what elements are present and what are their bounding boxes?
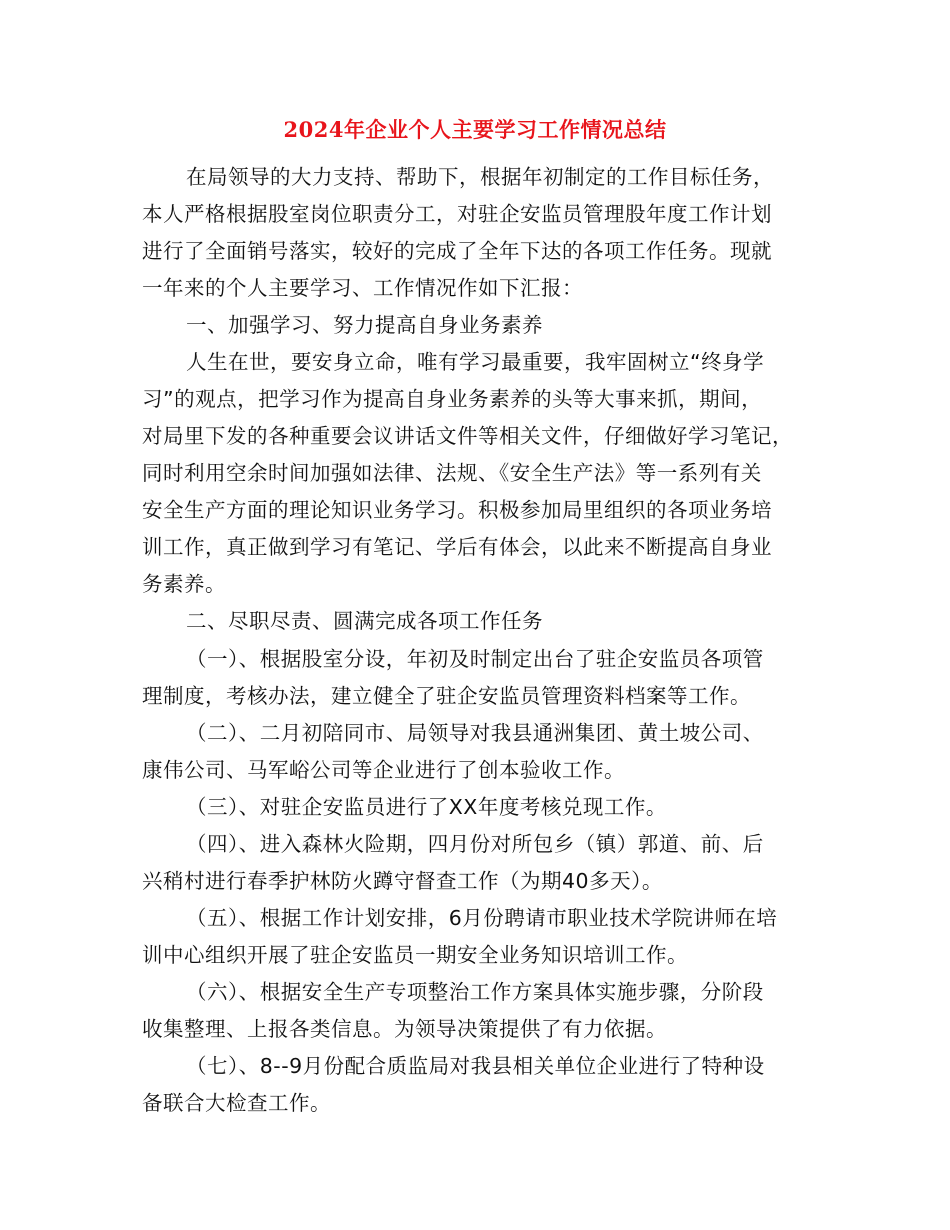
body-line-26: 备联合大检查工作。 (142, 1091, 331, 1115)
body-line-20: 兴稍村进行春季护林防火蹲守督查工作（为期40多天）。 (142, 869, 663, 893)
body-line-2: 本人严格根据股室岗位职责分工，对驻企安监员管理股年度工作计划 (142, 202, 772, 226)
body-line-18: （三）、对驻企安监员进行了XX年度考核兑现工作。 (186, 795, 667, 819)
body-line-6: 人生在世，要安身立命，唯有学习最重要，我牢固树立“终身学 (186, 350, 765, 374)
body-line-21: （五）、根据工作计划安排，6月份聘请市职业技术学院讲师在培 (186, 906, 778, 930)
section-heading-2: 二、尽职尽责、圆满完成各项工作任务 (186, 609, 543, 633)
body-line-12: 务素养。 (142, 572, 226, 596)
body-line-19: （四）、进入森林火险期，四月份对所包乡（镇）郭道、前、后 (186, 832, 764, 856)
body-line-3: 进行了全面销号落实，较好的完成了全年下达的各项工作任务。现就 (142, 239, 772, 263)
body-line-25: （七）、8--9月份配合质监局对我县相关单位企业进行了特种设 (186, 1054, 765, 1078)
body-line-1: 在局领导的大力支持、帮助下，根据年初制定的工作目标任务， (186, 165, 774, 189)
body-line-4: 一年来的个人主要学习、工作情况作如下汇报： (142, 276, 583, 300)
body-line-7: 习”的观点，把学习作为提高自身业务素养的头等大事来抓，期间， (142, 387, 763, 411)
body-line-9: 同时利用空余时间加强如法律、法规、《安全生产法》等一系列有关 (142, 461, 762, 485)
body-line-8: 对局里下发的各种重要会议讲话文件等相关文件，仔细做好学习笔记， (142, 424, 793, 448)
body-line-22: 训中心组织开展了驻企安监员一期安全业务知识培训工作。 (142, 943, 688, 967)
body-line-14: （一）、根据股室分设，年初及时制定出台了驻企安监员各项管 (186, 647, 764, 671)
body-line-24: 收集整理、上报各类信息。为领导决策提供了有力依据。 (142, 1017, 667, 1041)
body-line-23: （六）、根据安全生产专项整治工作方案具体实施步骤，分阶段 (186, 980, 764, 1004)
body-line-10: 安全生产方面的理论知识业务学习。积极参加局里组织的各项业务培 (142, 498, 772, 522)
section-heading-1: 一、加强学习、努力提高自身业务素养 (186, 313, 543, 337)
body-line-16: （二）、二月初陪同市、局领导对我县通洲集团、黄土坡公司、 (186, 721, 764, 745)
body-line-17: 康伟公司、马军峪公司等企业进行了创本验收工作。 (142, 758, 625, 782)
document-title: 2024年企业个人主要学习工作情况总结 (283, 117, 667, 142)
body-line-11: 训工作，真正做到学习有笔记、学后有体会，以此来不断提高自身业 (142, 535, 772, 559)
body-line-15: 理制度，考核办法，建立健全了驻企安监员管理资料档案等工作。 (142, 684, 751, 708)
